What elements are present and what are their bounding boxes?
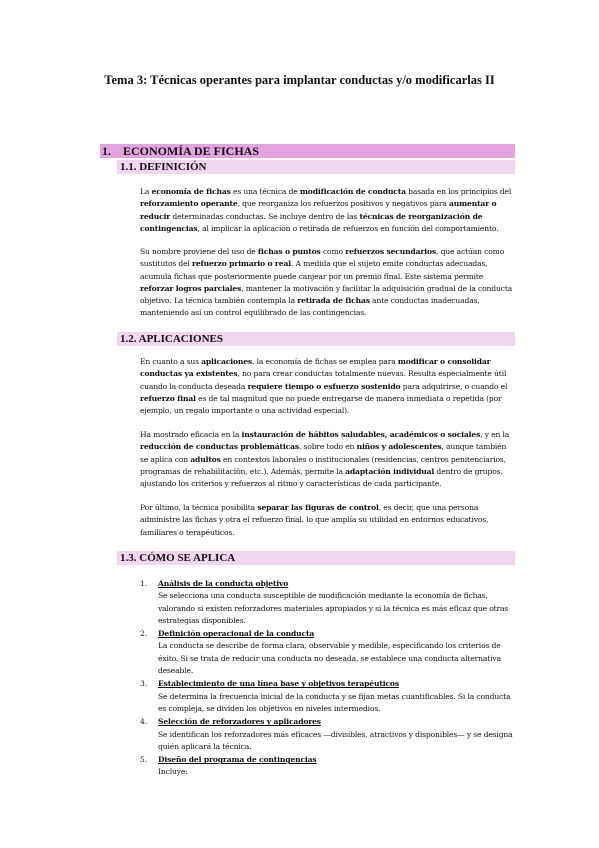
bold-text-run: refuerzo primario o real xyxy=(192,259,291,269)
step-number: 5. xyxy=(140,755,148,765)
step-description: La conducta se describe de forma clara, observable y medible, especificando los criterios de éxito. Si se trata de reducir una conducta no deseada, se establece una conducta alternativa deseable. xyxy=(158,641,501,676)
text-run: es de tal magnitud que no puede entregarse de manera inmediata o repetida (por ejemplo, un regalo importante o una actividad especial). xyxy=(140,393,502,416)
text-run: La xyxy=(140,187,152,196)
bold-text-run: adultos xyxy=(190,454,221,464)
text-run: , y en la xyxy=(480,430,510,439)
bold-text-run: aplicaciones xyxy=(201,357,253,366)
applications-paragraph-2 xyxy=(140,429,516,490)
text-run: , que actúan como sustitutos del xyxy=(140,247,505,269)
application-steps-list xyxy=(140,578,520,780)
step-description: Incluye: xyxy=(158,767,188,777)
text-run: , aunque también se aplica con xyxy=(140,442,507,464)
step-title: Establecimiento de una línea base y objetivos terapéuticos xyxy=(158,679,399,689)
bold-text-run: economía de fichas xyxy=(151,187,231,196)
bold-text-run: modificación de conducta xyxy=(299,187,406,196)
definition-paragraph-1 xyxy=(140,186,516,235)
text-run: dentro de grupos, ajustando los criterios y refuerzos al ritmo y características de cada participante. xyxy=(140,466,503,489)
section-heading-economia-de-fichas xyxy=(100,144,515,158)
bold-text-run: reducción de conductas problemáticas xyxy=(140,442,299,452)
text-run: basada en los principios del xyxy=(405,187,512,196)
text-run: Por último, la técnica posibilita xyxy=(140,503,258,512)
list-item xyxy=(140,578,520,627)
bold-text-run: requiere tiempo o esfuerzo sostenido xyxy=(247,381,401,391)
bold-text-run: adaptación individual xyxy=(345,466,435,476)
step-description: Se selecciona una conducta susceptible de modificación mediante la economía de fichas, valorando si existen reforzadores materiales apropiados y si la técnica es más eficaz que otras estrategias disponibles. xyxy=(158,591,509,625)
text-run: , la economía de fichas se emplea para xyxy=(252,357,398,366)
bold-text-run: modificar o consolidar conductas ya existentes xyxy=(140,357,491,379)
text-run: en contextos laborales o institucionales (residencias, centros penitenciarios, programas de rehabilitación, etc.). Además, permite la xyxy=(140,454,506,476)
text-run: determinadas conductas. Se incluye dentro de las xyxy=(170,211,360,221)
bold-text-run: reforzamiento operante xyxy=(140,199,238,209)
bold-text-run: reforzar logros parciales xyxy=(140,283,242,293)
step-title: Análisis de la conducta objetivo xyxy=(158,579,289,588)
applications-paragraph-3 xyxy=(140,502,516,539)
list-item xyxy=(140,754,520,779)
bold-text-run: instauración de hábitos saludables, académicos o sociales xyxy=(241,430,481,439)
step-title: Selección de reforzadores y aplicadores xyxy=(158,717,321,727)
bold-text-run: refuerzos secundarios xyxy=(345,247,437,256)
step-number: 1. xyxy=(140,579,148,588)
text-run: , sobre todo en xyxy=(299,442,357,452)
text-run: , que reorganiza los refuerzos positivos y negativos para xyxy=(237,199,449,209)
list-item xyxy=(140,628,520,677)
section-number: 1. xyxy=(102,144,111,158)
text-run: , es decir, que una persona administre las fichas y otra el refuerzo final, lo que amplía su utilidad en entornos educativos, familiares o terapéuticos. xyxy=(140,503,489,537)
text-run: para adquirirse, o cuando el xyxy=(400,381,508,391)
document-title: Tema 3: Técnicas operantes para implantar conductas y/o modificarlas II xyxy=(104,73,495,87)
text-run: como xyxy=(320,247,346,256)
step-number: 4. xyxy=(140,717,148,727)
step-description: Se determina la frecuencia inicial de la conducta y se fijan metas cuantificables. Si la conducta es compleja, se dividen los objetivos en niveles intermedios. xyxy=(158,691,511,713)
definition-paragraph-2 xyxy=(140,246,516,320)
section-title: ECONOMÍA DE FICHAS xyxy=(123,144,260,158)
step-title: Definición operacional de la conducta xyxy=(158,629,315,639)
list-item xyxy=(140,678,520,715)
text-run: ante conductas inadecuadas, manteniendo así un control equilibrado de las contingencias. xyxy=(140,296,480,318)
text-run: . A medida que el sujeto emite conductas adecuadas, acumula fichas que posteriormente puede canjear por un premio final. Este sistema permite xyxy=(140,259,488,281)
bold-text-run: aumentar o reducir xyxy=(140,199,497,221)
subsection-heading-definicion: 1.1. DEFINICIÓN xyxy=(117,160,515,174)
text-run: , mantener la motivación y facilitar la adquisición gradual de la conducta objetivo. La técnica también contempla la xyxy=(140,283,513,306)
text-run: Ha mostrado eficacia en la xyxy=(140,430,242,439)
text-run: es una técnica de xyxy=(230,187,300,196)
bold-text-run: fichas o puntos xyxy=(257,247,321,256)
bold-text-run: niños y adolescentes xyxy=(356,442,442,452)
step-number: 3. xyxy=(140,679,148,689)
bold-text-run: refuerzo final xyxy=(140,393,196,403)
step-number: 2. xyxy=(140,629,148,639)
bold-text-run: separar las figuras de control xyxy=(257,503,379,512)
text-run: En cuanto a sus xyxy=(140,357,202,366)
list-item xyxy=(140,716,520,753)
text-run: , al implicar la aplicación o retirada de refuerzos en función del comportamiento. xyxy=(197,223,499,233)
bold-text-run: retirada de fichas xyxy=(297,296,370,306)
applications-paragraph-1 xyxy=(140,356,516,417)
subsection-heading-aplicaciones: 1.2. APLICACIONES xyxy=(117,332,515,346)
text-run: Su nombre proviene del uso de xyxy=(140,247,258,256)
bold-text-run: técnicas de reorganización de contingencias xyxy=(140,211,483,233)
subsection-heading-como-se-aplica: 1.3. CÓMO SE APLICA xyxy=(117,551,515,565)
step-description: Se identifican los reforzadores más eficaces —divisibles, atractivos y disponibles— y se designa quién aplicará la técnica. xyxy=(158,729,513,751)
text-run: , no para crear conductas totalmente nuevas. Resulta especialmente útil cuando la conducta deseada xyxy=(140,369,507,391)
step-title: Diseño del programa de contingencias xyxy=(158,755,317,765)
